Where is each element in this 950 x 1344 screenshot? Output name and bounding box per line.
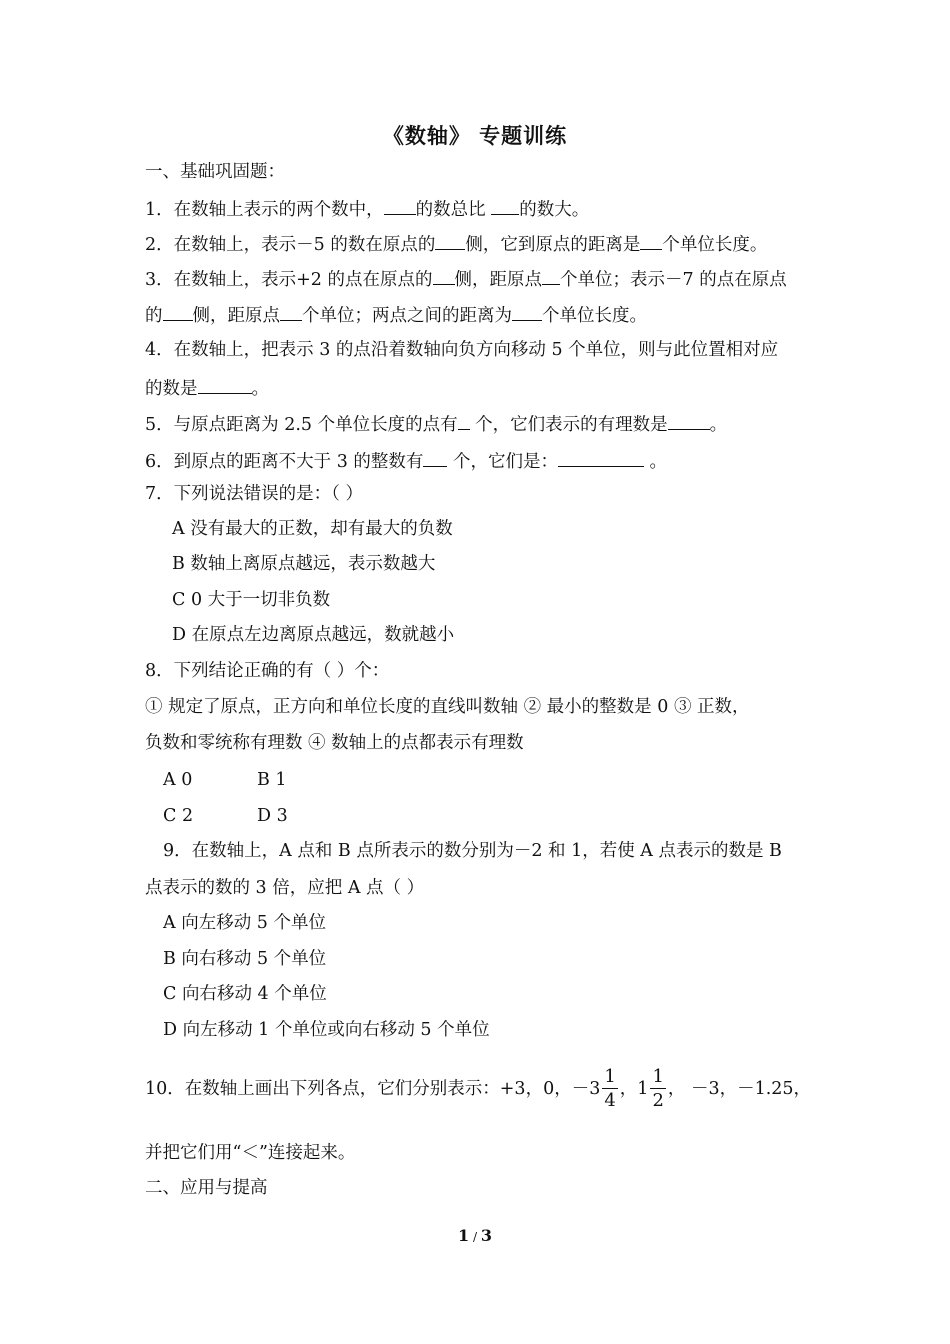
question-3-line-2: 的 侧，距原点 个单位；两点之间的距离为 个单位长度。 xyxy=(145,302,810,328)
question-4-line-1: 4．在数轴上，把表示 3 的点沿着数轴向负方向移动 5 个单位，则与此位置相对应 xyxy=(145,340,779,360)
page-title: 《数轴》 专题训练 xyxy=(382,123,568,148)
answer-blank xyxy=(384,196,416,215)
question-7-option-a: A 没有最大的正数，却有最大的负数 xyxy=(172,519,453,539)
answer-blank xyxy=(491,196,519,215)
question-4-line-2: 的数是 。 xyxy=(145,375,810,401)
answer-blank xyxy=(435,231,465,250)
answer-blank xyxy=(558,448,644,467)
answer-blank xyxy=(542,266,560,285)
question-1: 1．在数轴上表示的两个数中， 的数总比 的数大。 xyxy=(145,196,810,222)
question-8-options-row-1 xyxy=(163,768,828,792)
question-7-stem: 7．下列说法错误的是：（ ） xyxy=(145,484,363,504)
answer-blank xyxy=(163,302,193,321)
answer-blank xyxy=(423,448,447,467)
section-heading-basic: 一、基础巩固题： xyxy=(145,162,285,182)
question-8-statements-line-1: ① 规定了原点，正方向和单位长度的直线叫数轴 ② 最小的整数是 0 ③ 正数， xyxy=(145,697,750,717)
question-8-option-b: B 1 xyxy=(257,770,287,790)
answer-blank xyxy=(668,411,710,430)
question-8-option-c: C 2 xyxy=(163,806,194,826)
question-2: 2．在数轴上，表示－5 的数在原点的 侧，它到原点的距离是 个单位长度。 xyxy=(145,231,810,257)
question-9-option-c: C 向右移动 4 个单位 xyxy=(163,984,327,1004)
section-heading-application: 二、应用与提高 xyxy=(145,1178,268,1198)
question-10-line-1: 10．在数轴上画出下列各点，它们分别表示：+3，0，－3 $\frac{1}{4}$ ，1 $\frac{1}{2}$ ， －3，－1.25， xyxy=(145,1066,812,1111)
answer-blank xyxy=(198,375,252,394)
answer-blank xyxy=(433,266,455,285)
answer-blank xyxy=(280,302,302,321)
question-8-stem: 8．下列结论正确的有（ ）个： xyxy=(145,661,390,681)
question-8-option-a: A 0 xyxy=(163,770,193,790)
question-7-option-b: B 数轴上离原点越远，表示数越大 xyxy=(172,554,436,574)
question-7-option-c: C 0 大于一切非负数 xyxy=(172,590,331,610)
fraction-one-half: $\frac{1}{2}$ xyxy=(652,1066,664,1111)
question-10-line-2: 并把它们用“＜”连接起来。 xyxy=(145,1143,356,1163)
page-number: 1 / 3 xyxy=(458,1226,492,1245)
question-8-option-d: D 3 xyxy=(257,806,288,826)
question-9-option-b: B 向右移动 5 个单位 xyxy=(163,949,327,969)
answer-blank xyxy=(512,302,542,321)
answer-blank xyxy=(458,411,470,430)
question-9-option-d: D 向左移动 1 个单位或向右移动 5 个单位 xyxy=(163,1020,490,1040)
fraction-one-quarter: $\frac{1}{4}$ xyxy=(604,1066,616,1111)
answer-blank xyxy=(640,231,662,250)
question-8-statements-line-2: 负数和零统称有理数 ④ 数轴上的点都表示有理数 xyxy=(145,733,524,753)
question-9-option-a: A 向左移动 5 个单位 xyxy=(163,913,326,933)
question-9-line-2: 点表示的数的 3 倍，应把 A 点（ ） xyxy=(145,878,425,898)
question-9-line-1: 9．在数轴上，A 点和 B 点所表示的数分别为－2 和 1，若使 A 点表示的数是 B xyxy=(163,841,782,861)
question-5: 5．与原点距离为 2.5 个单位长度的点有 个，它们表示的有理数是 。 xyxy=(145,411,810,437)
question-7-option-d: D 在原点左边离原点越远，数就越小 xyxy=(172,625,455,645)
question-3-line-1: 3．在数轴上，表示+2 的点在原点的 侧，距原点 个单位；表示－7 的点在原点 xyxy=(145,266,810,292)
question-8-options-row-2 xyxy=(163,804,828,828)
question-6: 6．到原点的距离不大于 3 的整数有 个，它们是： 。 xyxy=(145,448,810,474)
